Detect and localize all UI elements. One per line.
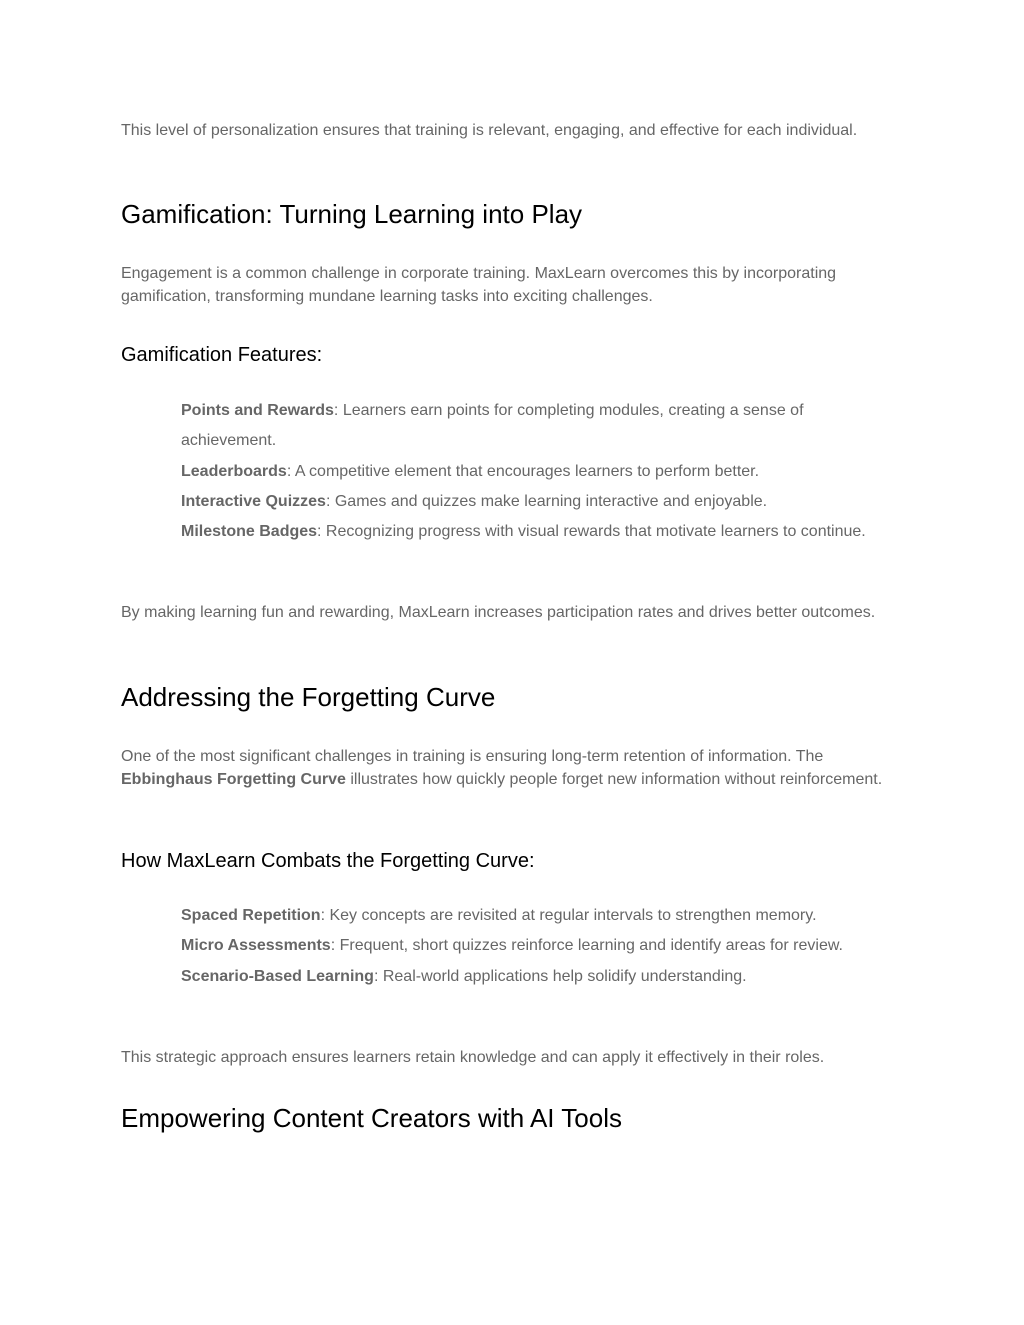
combat-forgetting-heading: How MaxLearn Combats the Forgetting Curve: [121,850,535,872]
combat-forgetting-list [181,901,881,992]
feature-description: : Games and quizzes make learning interactive and enjoyable. [325,492,768,510]
list-item [181,931,881,961]
list-item [181,901,881,931]
item-description: : Key concepts are revisited at regular intervals to strengthen memory. [320,907,817,924]
list-item [181,396,881,457]
item-description: : Frequent, short quizzes reinforce learning and identify areas for review. [330,937,843,955]
forgetting-curve-paragraph [121,745,911,791]
feature-description: : Learners earn points for completing modules, creating a sense of achievement. [181,402,804,450]
feature-description: : A competitive element that encourages learners to perform better. [286,462,760,480]
gamification-heading: Gamification: Turning Learning into Play [121,199,583,229]
list-item [181,962,881,992]
forgetting-text-before: One of the most significant challenges in training is ensuring long-term retention of information. The [121,748,824,765]
list-item [181,487,881,517]
item-term: Spaced Repetition [181,907,321,924]
feature-term: Points and Rewards [181,402,334,419]
item-term: Micro Assessments [181,937,331,955]
feature-description: : Recognizing progress with visual rewards that motivate learners to continue. [317,523,866,541]
forgetting-text-after: illustrates how quickly people forget new information without reinforcement. [345,771,883,788]
feature-term: Leaderboards [181,462,287,480]
feature-term: Milestone Badges [181,523,318,541]
feature-term: Interactive Quizzes [181,492,326,510]
gamification-paragraph: Engagement is a common challenge in corporate training. MaxLearn overcomes this by incorporating gamification, transforming mundane learning tasks into exciting challenges. [121,265,837,305]
item-term: Scenario-Based Learning [181,967,374,985]
gamification-features-heading: Gamification Features: [121,344,323,366]
gamification-features-list [181,396,881,547]
list-item [181,517,881,547]
ai-tools-heading: Empowering Content Creators with AI Tools [121,1103,622,1133]
forgetting-closing-paragraph: This strategic approach ensures learners retain knowledge and can apply it effectively in their roles. [121,1049,825,1066]
forgetting-curve-heading: Addressing the Forgetting Curve [121,682,496,712]
ebbinghaus-term: Ebbinghaus Forgetting Curve [121,771,346,788]
gamification-closing-paragraph: By making learning fun and rewarding, MaxLearn increases participation rates and drives better outcomes. [121,604,876,621]
item-description: : Real-world applications help solidify understanding. [373,967,747,985]
intro-paragraph: This level of personalization ensures that training is relevant, engaging, and effective for each individual. [121,122,858,139]
list-item [181,457,881,487]
